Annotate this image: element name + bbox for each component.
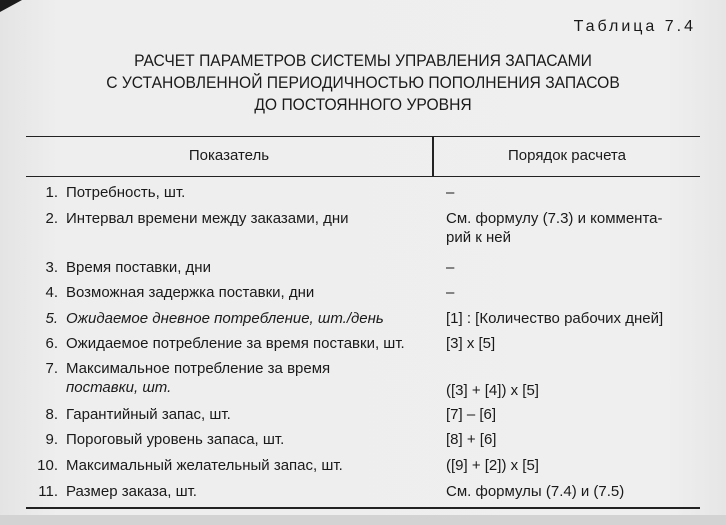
row-number: 2. — [45, 210, 58, 227]
row-indicator: Пороговый уровень запаса, шт. — [66, 431, 285, 448]
table-number: Таблица 7.4 — [573, 18, 696, 35]
row-indicator: Возможная задержка поставки, дни — [66, 284, 315, 301]
row-number: 5. — [45, 310, 58, 327]
row-calculation-line: См. формулу (7.3) и коммента- — [446, 210, 663, 227]
calculation-table — [26, 136, 700, 500]
row-calculation: [8] + [6] — [446, 431, 497, 448]
row-indicator: Размер заказа, шт. — [66, 483, 197, 500]
row-calculation: – — [446, 284, 455, 301]
row-number: 4. — [45, 284, 58, 301]
row-calculation: – — [446, 184, 455, 201]
row-indicator: Максимальный желательный запас, шт. — [66, 457, 343, 474]
row-indicator: Гарантийный запас, шт. — [66, 406, 231, 423]
row-indicator: Интервал времени между заказами, дни — [66, 210, 349, 227]
row-indicator — [66, 359, 430, 397]
row-calculation: – — [446, 259, 455, 276]
row-calculation-line: рий к ней — [446, 229, 512, 246]
scan-bottom-edge — [0, 515, 726, 525]
row-number: 6. — [45, 335, 58, 352]
row-indicator: Ожидаемое потребление за время поставки, шт. — [66, 335, 405, 352]
row-number: 3. — [45, 259, 58, 276]
row-indicator: Время поставки, дни — [66, 259, 211, 276]
column-header-calculation: Порядок расчета — [508, 147, 626, 164]
column-header-indicator: Показатель — [188, 147, 270, 164]
row-calculation: ([3] + [4]) х [5] — [446, 382, 539, 399]
title-line: ДО ПОСТОЯННОГО УРОВНЯ — [254, 95, 472, 114]
row-calculation: [7] – [6] — [446, 406, 497, 423]
row-indicator: Потребность, шт. — [66, 184, 186, 201]
table-header — [26, 137, 700, 177]
row-number: 8. — [45, 406, 58, 423]
row-calculation: ([9] + [2]) х [5] — [446, 457, 539, 474]
row-number: 10. — [37, 457, 58, 474]
row-indicator-line: поставки, шт. — [66, 379, 172, 396]
table-title — [29, 50, 697, 116]
row-calculation — [446, 209, 700, 247]
row-indicator: Ожидаемое дневное потребление, шт./день — [66, 310, 384, 327]
title-line: С УСТАНОВЛЕННОЙ ПЕРИОДИЧНОСТЬЮ ПОПОЛНЕНИЯ ЗАПАСОВ — [106, 73, 620, 92]
row-calculation: См. формулы (7.4) и (7.5) — [446, 483, 625, 500]
title-line: РАСЧЕТ ПАРАМЕТРОВ СИСТЕМЫ УПРАВЛЕНИЯ ЗАПАСАМИ — [134, 51, 592, 70]
row-number: 11. — [38, 483, 58, 500]
row-calculation: [3] х [5] — [446, 335, 496, 352]
table-bottom-rule — [26, 507, 700, 509]
row-calculation: [1] : [Количество рабочих дней] — [446, 310, 664, 327]
scan-corner-shadow — [0, 0, 22, 12]
row-number: 7. — [45, 360, 58, 377]
row-number: 9. — [45, 431, 58, 448]
row-indicator-line: Максимальное потребление за время — [66, 360, 331, 377]
row-number: 1. — [45, 184, 58, 201]
